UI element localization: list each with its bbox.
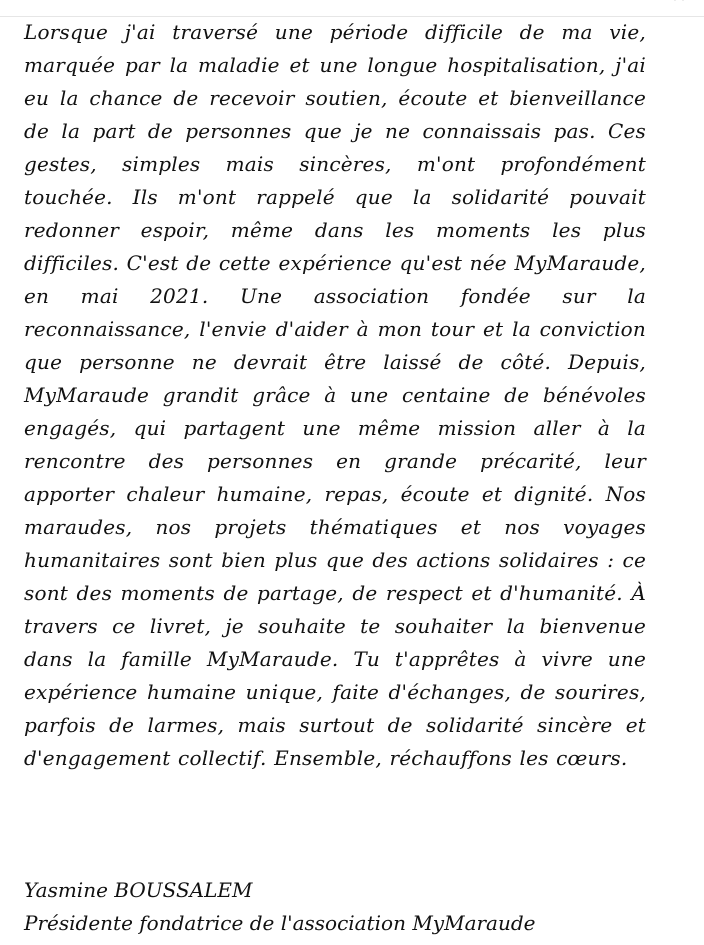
signature-block bbox=[24, 874, 684, 940]
toolbar-edge bbox=[0, 0, 704, 17]
signature-title: Présidente fondatrice de l'association MyMaraude bbox=[24, 911, 536, 935]
corner-glyph-icon: ⌒ bbox=[674, 0, 684, 11]
letter-body: Lorsque j'ai traversé une période difficile de ma vie, marquée par la maladie et une longue hospitalisation, j'ai eu la chance de recevoir soutien, écoute et bienveillance de la part de personnes que je ne connaissais pas. Ces gestes, simples mais sincères, m'ont profondément touchée. Ils m'ont rappelé que la solidarité pouvait redonner espoir, même dans les moments les plus difficiles. C'est de cette expérience qu'est née MyMaraude, en mai 2021. Une association fondée sur la reconnaissance, l'envie d'aider à mon tour et la conviction que personne ne devrait être laissé de côté. Depuis, MyMaraude grandit grâce à une centaine de bénévoles engagés, qui partagent une même mission aller à la rencontre des personnes en grande précarité, leur apporter chaleur humaine, repas, écoute et dignité. Nos maraudes, nos projets thématiques et nos voyages humanitaires sont bien plus que des actions solidaires : ce sont des moments de partage, de respect et d'humanité. À travers ce livret, je souhaite te souhaiter la bienvenue dans la famille MyMaraude. Tu t'apprêtes à vivre une expérience humaine unique, faite d'échanges, de sourires, parfois de larmes, mais surtout de solidarité sincère et d'engagement collectif. Ensemble, réchauffons les cœurs. bbox=[24, 20, 646, 770]
signature-name: Yasmine BOUSSALEM bbox=[24, 878, 253, 902]
